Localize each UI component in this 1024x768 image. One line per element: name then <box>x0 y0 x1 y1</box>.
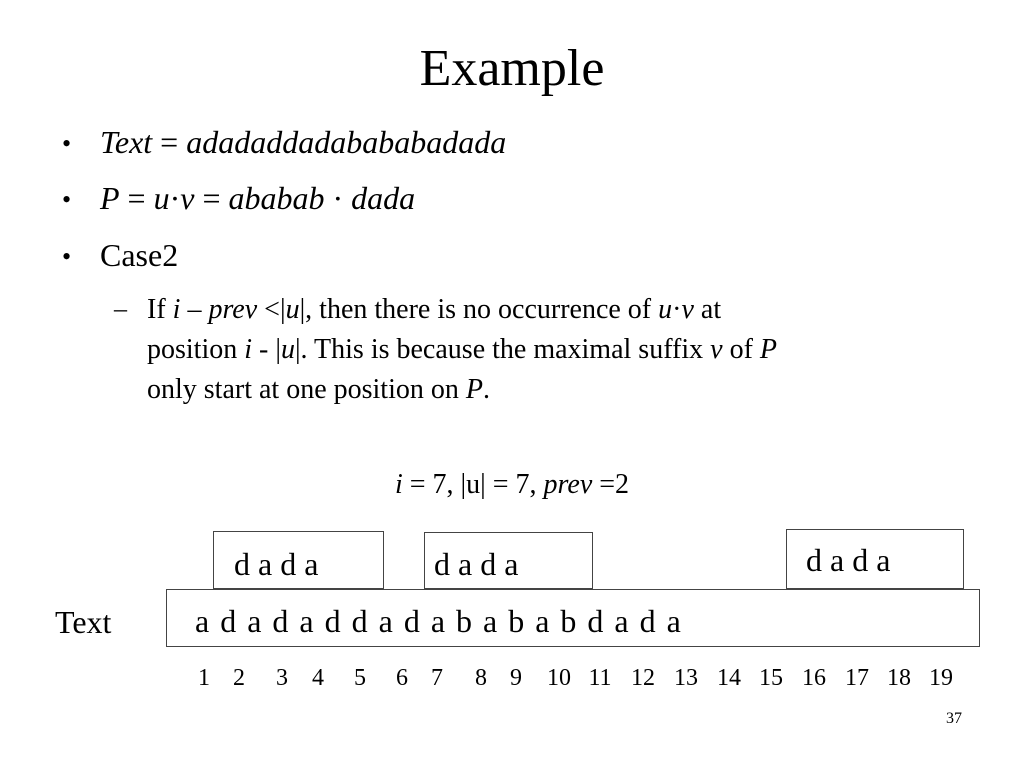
p-variable: P <box>759 334 777 365</box>
position-index: 16 <box>802 665 826 691</box>
u-variable: u <box>280 334 295 365</box>
pattern-variable: P <box>100 180 120 216</box>
text-variable: Text <box>100 124 153 160</box>
position-index: 8 <box>475 665 487 691</box>
sub-text: <| <box>257 294 286 325</box>
position-index: 3 <box>276 665 288 691</box>
sub-text: only start at one position on <box>147 374 466 405</box>
sub-text: |, then there is no occurrence of <box>299 294 659 325</box>
text-value: adadaddadabababadada <box>186 124 507 160</box>
parameter-equation <box>0 467 1024 503</box>
slide-title: Example <box>419 40 605 97</box>
v-variable: v <box>180 180 195 216</box>
sub-text: position <box>147 334 245 365</box>
i-variable: i <box>394 469 403 500</box>
position-index: 9 <box>510 665 522 691</box>
position-index: 19 <box>929 665 953 691</box>
position-index: 12 <box>631 665 655 691</box>
bullet-text-definition <box>100 122 506 162</box>
sub-bullet-marker: – <box>114 294 127 323</box>
equals-sign: = <box>152 124 187 160</box>
position-index: 14 <box>717 665 741 691</box>
pattern-box-3 <box>786 529 964 589</box>
pattern-letters: d a d a <box>234 546 319 582</box>
position-index: 18 <box>887 665 911 691</box>
position-index: 7 <box>431 665 443 691</box>
sub-text: of <box>722 334 760 365</box>
text-row-label: Text <box>55 604 112 640</box>
position-index: 2 <box>233 665 245 691</box>
bullet-pattern-definition <box>100 178 415 218</box>
prev-variable: prev <box>543 469 593 500</box>
v-variable: v <box>710 334 723 365</box>
dot-operator: · <box>169 180 181 216</box>
position-index: 4 <box>312 665 324 691</box>
sub-text: If <box>147 294 173 325</box>
sub-text: . <box>482 374 490 405</box>
v-variable: v <box>681 294 694 325</box>
i-variable: i <box>244 334 253 365</box>
position-index: 15 <box>759 665 783 691</box>
equals-sign: = <box>194 180 229 216</box>
page-number: 37 <box>946 710 962 727</box>
u-variable: u <box>153 180 170 216</box>
v-value: dada <box>351 180 416 216</box>
sub-text: – <box>180 294 209 325</box>
bullet-case: Case2 <box>100 237 179 273</box>
u-variable: u <box>285 294 300 325</box>
position-index: 13 <box>674 665 698 691</box>
equation-text: = 7, |u| = 7, <box>402 469 544 500</box>
pattern-box-2 <box>424 532 593 589</box>
p-variable: P <box>465 374 483 405</box>
position-index: 1 <box>198 665 210 691</box>
bullet-marker: • <box>62 242 72 271</box>
pattern-letters: d a d a <box>806 542 891 578</box>
pattern-box-1 <box>213 531 384 589</box>
position-index: 10 <box>547 665 571 691</box>
sub-bullet-explanation <box>147 290 947 410</box>
i-variable: i <box>172 294 181 325</box>
position-index: 6 <box>396 665 408 691</box>
sub-text: at <box>693 294 722 325</box>
sub-text: |. This is because the maximal suffix <box>294 334 711 365</box>
dot-operator: · <box>672 294 682 325</box>
text-string-box <box>166 589 980 647</box>
pattern-letters: d a d a <box>434 546 519 582</box>
equals-sign: = <box>119 180 154 216</box>
position-index: 11 <box>588 665 612 691</box>
u-variable: u <box>658 294 673 325</box>
prev-variable: prev <box>208 294 258 325</box>
equation-text: =2 <box>592 469 630 500</box>
bullet-marker: • <box>62 185 72 214</box>
position-index: 17 <box>845 665 869 691</box>
text-letters: a d a d a d d a d a b a b a b d a d a <box>195 603 681 639</box>
sub-text: - | <box>252 334 281 365</box>
position-index: 5 <box>354 665 366 691</box>
dot-operator: · <box>324 180 352 216</box>
u-value: ababab <box>228 180 325 216</box>
bullet-marker: • <box>62 129 72 158</box>
